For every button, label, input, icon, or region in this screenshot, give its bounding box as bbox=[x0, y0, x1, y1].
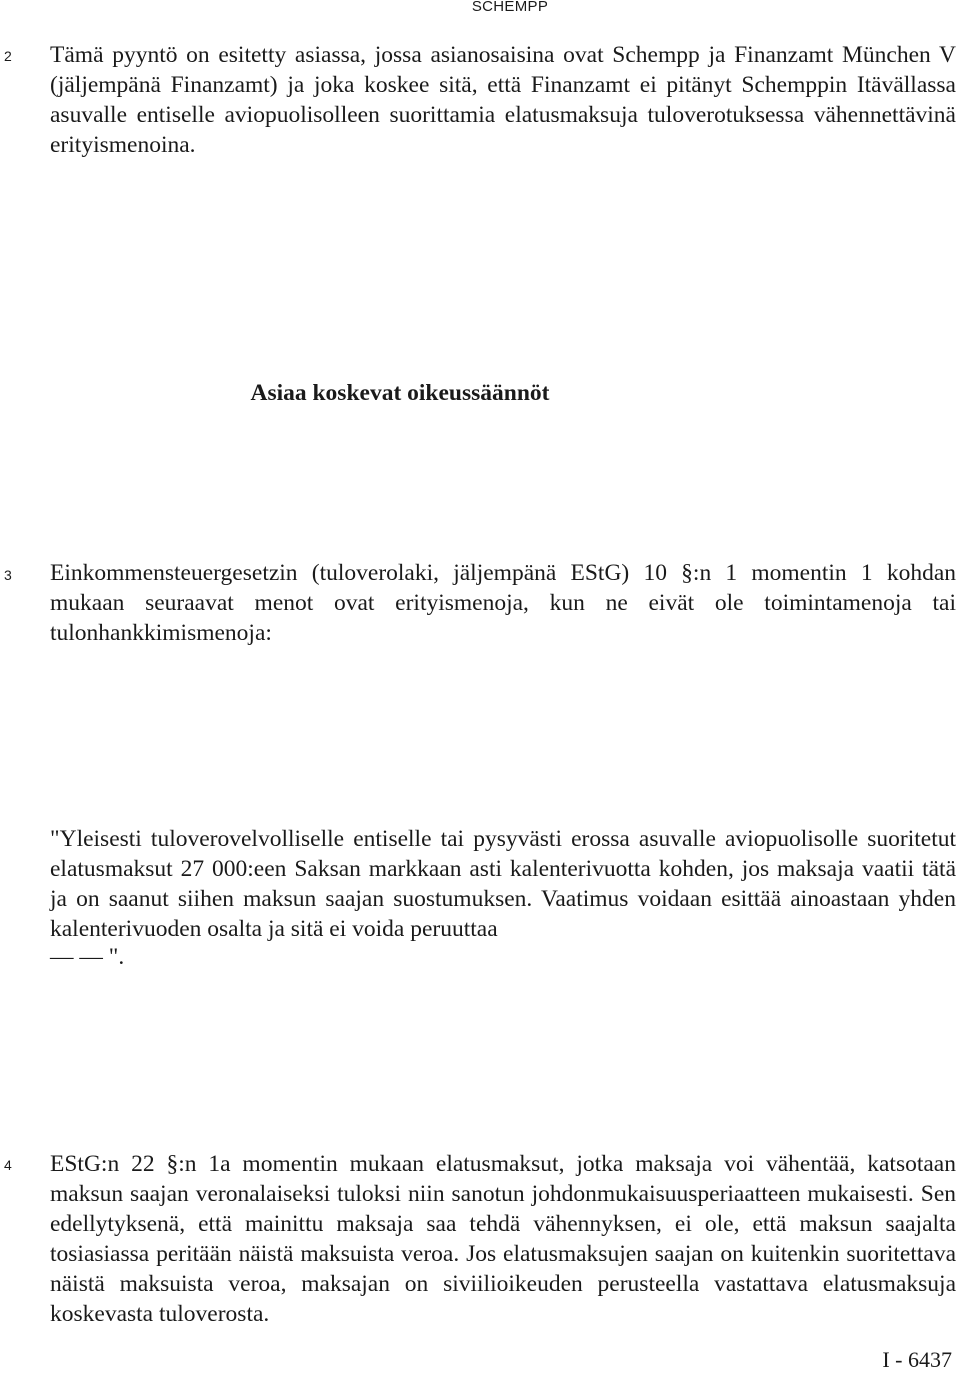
paragraph-text: EStG:n 22 §:n 1a momentin mukaan elatusmaksut, jotka maksaja voi vähentää, katsotaan maksun saajan veronalaiseksi tuloksi niin sanotun johdonmukaisuusperiaatteen mukaisesti. Sen edellytyksenä, että mainittu maksaja saa tehdä vähennyksen, ei ole, että maksun saajalta tosiasiassa peritään näistä maksuista veroa. Jos elatusmaksujen saajan on kuitenkin suoritettava näistä maksuista veroa, maksajan on siviilioikeuden perusteella vastattava elatusmaksuja koskevasta tuloverosta. bbox=[50, 1151, 956, 1327]
paragraph-number: 3 bbox=[4, 567, 12, 583]
paragraph-number: 4 bbox=[4, 1157, 12, 1173]
section-heading: Asiaa koskevat oikeussäännöt bbox=[250, 380, 550, 406]
quote-closing: — — ". bbox=[50, 944, 125, 970]
legal-quote: "Yleisesti tuloverovelvolliselle entiselle tai pysyvästi erossa asuvalle aviopuolisolle suoritetut elatusmaksut 27 000:een Saksan markkaan asti kalenterivuotta kohden, jos maksaja vaatii tätä ja on saanut siihen maksun saajan suostumuksen. Vaatimus voidaan esittää ainoastaan yhden kalenterivuoden osalta ja sitä ei voida peruuttaa bbox=[50, 826, 956, 942]
paragraph-text: Einkommensteuergesetzin (tuloverolaki, jäljempänä EStG) 10 §:n 1 momentin 1 kohdan mukaan seuraavat menot ovat erityismenoja, kun ne eivät ole toimintamenoja tai tulonhankkimismenoja: bbox=[50, 560, 956, 646]
running-header: SCHEMPP bbox=[471, 0, 549, 15]
paragraph-number: 2 bbox=[4, 48, 12, 64]
paragraph-text: Tämä pyyntö on esitetty asiassa, jossa asianosaisina ovat Schempp ja Finanzamt München V (jäljempänä Finanzamt) ja joka koskee sitä, että Finanzamt ei pitänyt Schemppin Itävällassa asuvalle entiselle aviopuolisolleen suorittamia elatusmaksuja tuloverotuksessa vähennettävinä erityismenoina. bbox=[50, 42, 956, 158]
page-number: I - 6437 bbox=[882, 1347, 952, 1372]
